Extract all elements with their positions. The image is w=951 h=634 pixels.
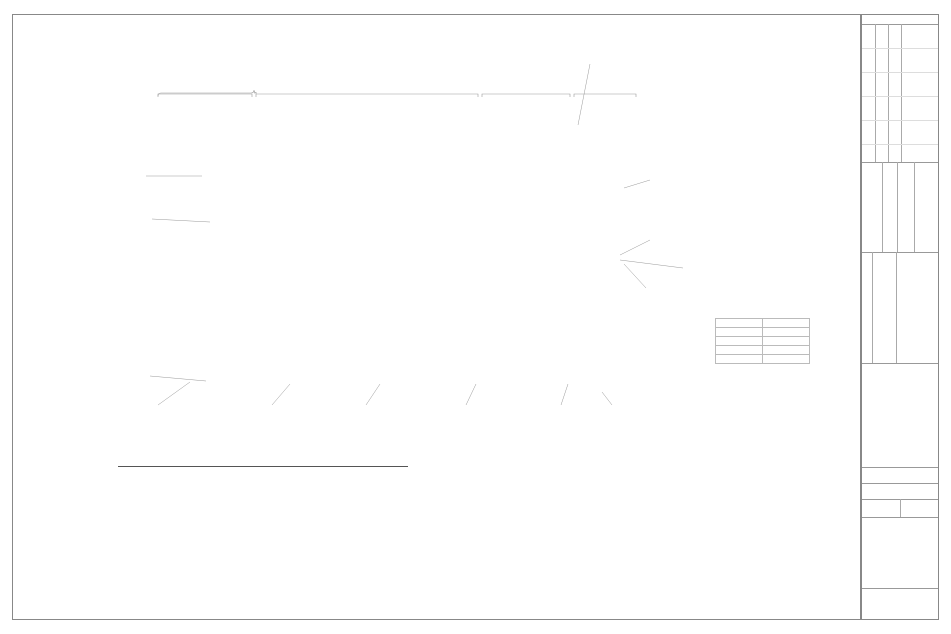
title-block bbox=[861, 14, 939, 620]
legend-type bbox=[763, 345, 810, 354]
revision-table bbox=[862, 24, 938, 162]
legend-type bbox=[763, 354, 810, 363]
legend-header-color bbox=[716, 319, 763, 328]
project-info bbox=[862, 252, 938, 363]
sheet-info bbox=[862, 162, 938, 252]
legend-color-blue bbox=[716, 336, 763, 345]
legend-row bbox=[716, 345, 810, 354]
legend-row bbox=[716, 354, 810, 363]
legend-type bbox=[763, 327, 810, 336]
leader-lines bbox=[146, 176, 683, 405]
legend-color-green bbox=[716, 354, 763, 363]
company-block bbox=[862, 363, 938, 467]
summertown-logo-icon bbox=[866, 367, 892, 463]
roof-framing-notes bbox=[685, 484, 797, 487]
legend-row bbox=[716, 327, 810, 336]
color-legend bbox=[715, 318, 810, 370]
legend-type bbox=[763, 336, 810, 345]
legend-header bbox=[716, 319, 810, 328]
legend-color-red bbox=[716, 327, 763, 336]
legend-header-type bbox=[763, 319, 810, 328]
drawn-checked bbox=[862, 499, 938, 517]
legend-color-pink bbox=[716, 345, 763, 354]
label-braces bbox=[158, 64, 636, 125]
legend-row bbox=[716, 336, 810, 345]
